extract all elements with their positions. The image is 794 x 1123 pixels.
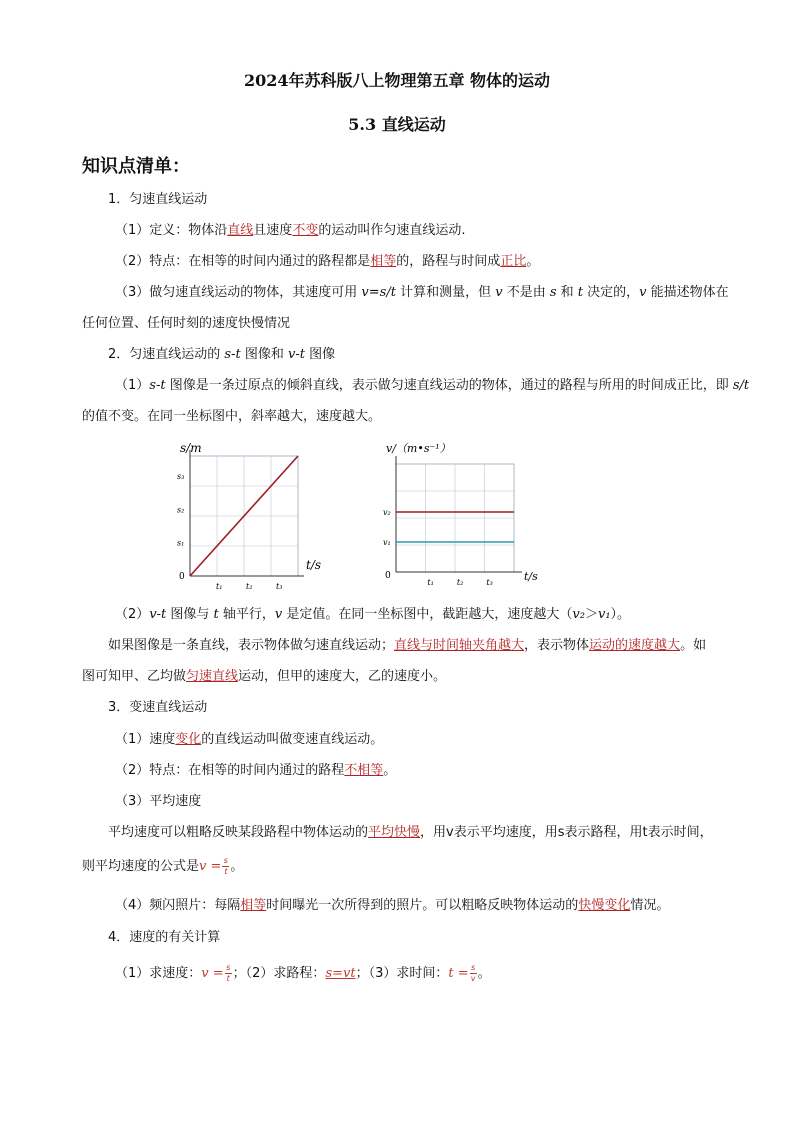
blank-proportional: 正比 [500, 254, 527, 269]
vt-chart [378, 436, 548, 586]
document-title: 2024年苏科版八上物理第五章 物体的运动 [243, 71, 551, 90]
st-y-tick-label: s₁ [177, 538, 185, 548]
vt-x-tick-label: t₃ [486, 578, 493, 586]
avg-speed-fraction: $\frac{s}{t}$ [223, 856, 228, 876]
vt-y-tick-label: v₂ [383, 508, 391, 517]
s1-feature: （2）特点：在相等的时间内通过的路程都是相等的，路程与时间成正比。 [115, 254, 540, 269]
st-x-label: t/s [306, 558, 322, 572]
s2-point2: （2）v-t 图像与 t 轴平行，v 是定值。在同一坐标图中，截距越大，速度越大（v₂＞v₁）。 [115, 607, 631, 622]
s3-point3: （3）平均速度 [115, 794, 202, 809]
s3-point1: （1）速度变化的直线运动叫做变速直线运动。 [115, 732, 384, 747]
blank-angle-larger: 直线与时间轴夹角越大 [394, 638, 525, 653]
s3-title: 3．变速直线运动 [108, 700, 208, 715]
knowledge-heading: 知识点清单： [82, 156, 190, 177]
section-title: 5.3 直线运动 [348, 115, 446, 134]
vt-y-label: v/（m•s⁻¹） [386, 442, 451, 455]
blank-average-speed: 平均快慢 [368, 825, 421, 840]
s3-point2: （2）特点：在相等的时间内通过的路程不相等。 [115, 763, 397, 778]
st-y-label: s/m [180, 441, 202, 455]
s2-point1: （1）s-t 图像是一条过原点的倾斜直线，表示做匀速直线运动的物体，通过的路程与所用的时间成正比，即 s/t [115, 378, 750, 393]
s3-point5: 则平均速度的公式是v = $\frac{s}{t}$ 。 [82, 856, 244, 876]
s2-point3-cont: 图可知甲、乙均做匀速直线运动，但甲的速度大，乙的速度小。 [82, 669, 447, 684]
s1-point3-cont: 任何位置、任何时刻的速度快慢情况 [82, 316, 291, 331]
s4-formulas: （1）求速度：v = $\frac{s}{t}$ ；（2）求路程：s=vt；（3）求时间：t = $\frac{s}{v}$ 。 [115, 963, 491, 983]
st-origin-label: 0 [179, 572, 185, 582]
blank-uniform-linear: 匀速直线 [186, 669, 239, 684]
blank-speed-change: 快慢变化 [578, 898, 631, 913]
st-y-tick-label: s₃ [177, 472, 185, 481]
s1-definition: （1）定义：物体沿直线且速度不变的运动叫作匀速直线运动. [115, 223, 466, 238]
s3-point4: 平均速度可以粗略反映某段路程中物体运动的平均快慢，用v表示平均速度，用s表示路程，用t表示时间， [108, 825, 713, 840]
speed-fraction: $\frac{s}{t}$ [226, 963, 231, 983]
st-x-tick-label: t₁ [216, 582, 223, 591]
vt-x-tick-label: t₁ [427, 578, 434, 586]
s3-point6: （4）频闪照片：每隔相等时间曝光一次所得到的照片。可以粗略反映物体运动的快慢变化情况。 [115, 898, 670, 913]
s2-title: 2．匀速直线运动的 s-t 图像和 v-t 图像 [108, 347, 336, 362]
s4-title: 4．速度的有关计算 [108, 930, 221, 945]
s2-point1-cont: 的值不变。在同一坐标图中，斜率越大，速度越大。 [82, 409, 382, 424]
blank-unchanged: 不变 [292, 223, 319, 238]
st-chart [172, 436, 332, 596]
blank-speed-larger: 运动的速度越大 [589, 638, 681, 653]
blank-change: 变化 [175, 732, 202, 747]
s1-point3: （3）做匀速直线运动的物体，其速度可用 v=s/t 计算和测量，但 v 不是由 s 和 t 决定的，v 能描述物体在 [115, 285, 729, 300]
st-y-tick-label: s₂ [177, 505, 185, 515]
st-x-tick-label: t₃ [276, 582, 283, 591]
vt-origin-label: 0 [385, 571, 391, 581]
blank-distance-formula: s=vt [325, 966, 356, 981]
vt-grid [396, 456, 522, 572]
vt-x-tick-label: t₂ [456, 578, 464, 586]
vt-y-tick-label: v₁ [383, 538, 391, 547]
blank-straight-line: 直线 [227, 223, 254, 238]
blank-not-equal: 不相等 [344, 763, 384, 778]
vt-x-label: t/s [524, 570, 538, 583]
blank-equal-interval: 相等 [240, 898, 267, 913]
s2-point3: 如果图像是一条直线，表示物体做匀速直线运动；直线与时间轴夹角越大，表示物体运动的速度越大。如 [108, 638, 707, 653]
blank-equal: 相等 [370, 254, 397, 269]
st-x-tick-label: t₂ [246, 582, 253, 591]
time-fraction: $\frac{s}{v}$ [470, 963, 476, 983]
s1-title: 1．匀速直线运动 [108, 192, 208, 207]
